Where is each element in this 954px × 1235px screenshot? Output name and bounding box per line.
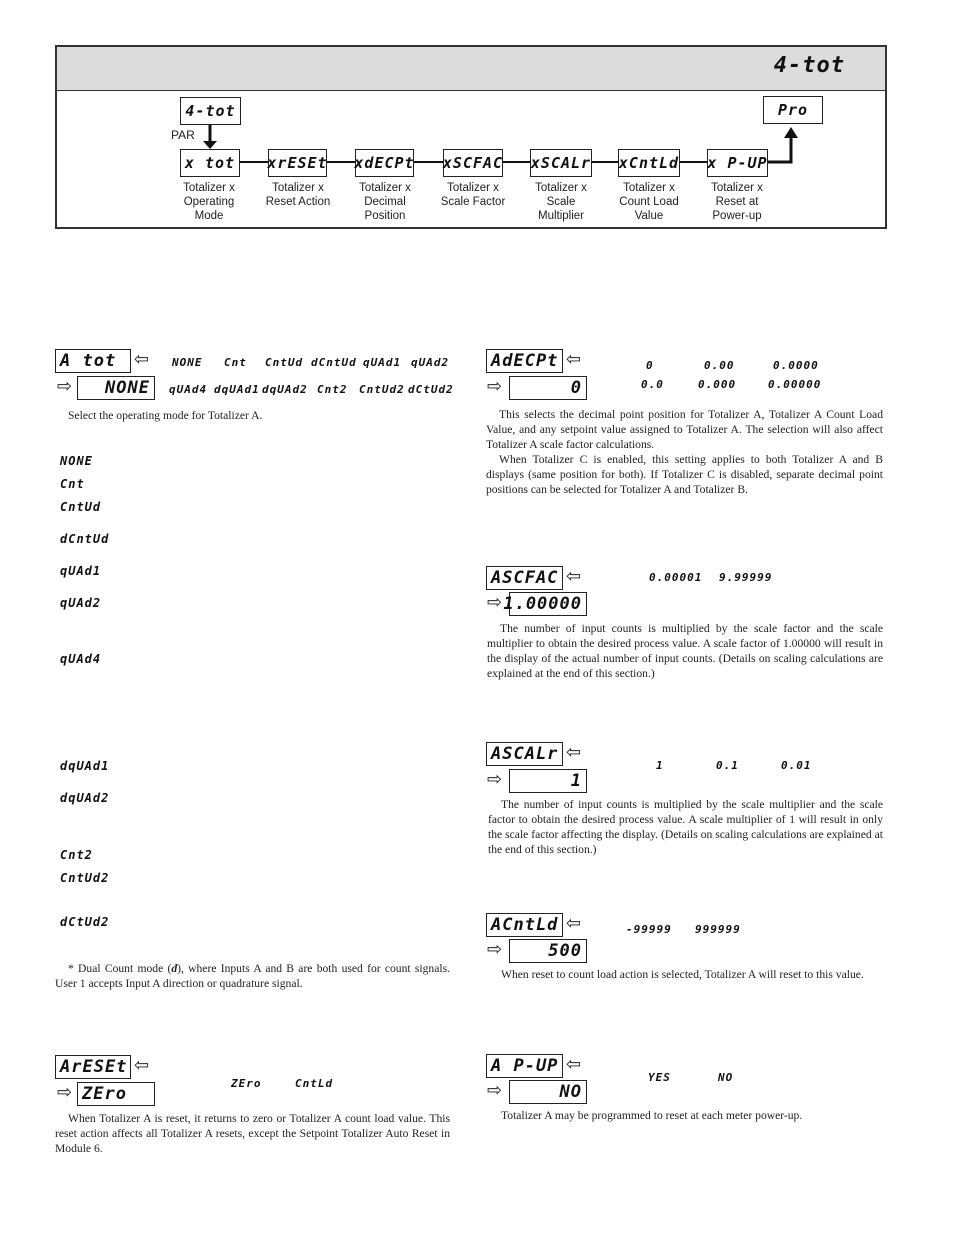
mode-item: dqUAd2 — [60, 791, 110, 805]
par-arrow-icon: ⇨ — [487, 592, 503, 613]
value-display-a-decpt: 0 — [509, 376, 587, 400]
step-caption-scale-factor: Totalizer x Scale Factor — [440, 182, 506, 208]
value-display-a-scfac: 1.00000 — [509, 592, 587, 616]
module-tag: 4-tot — [773, 53, 845, 78]
sel-arrow-icon: ⇦ — [566, 1054, 582, 1075]
sel-arrow-icon: ⇦ — [566, 349, 582, 370]
option: qUAd4 — [169, 383, 208, 396]
option: 0.0000 — [773, 359, 819, 372]
option: 0.00001 — [649, 571, 703, 584]
option: qUAd2 — [411, 356, 450, 369]
mode-item: CntUd — [60, 500, 102, 514]
mode-item: CntUd2 — [60, 871, 110, 885]
mode-item: dCtUd2 — [60, 915, 110, 929]
par-arrow-icon: ⇨ — [487, 376, 503, 397]
param-display-a-reset: ArESEt — [55, 1055, 131, 1079]
value-display-a-scalr: 1 — [509, 769, 587, 793]
option: dCtUd2 — [408, 383, 454, 396]
mode-item: Cnt2 — [60, 848, 93, 862]
sel-arrow-icon: ⇦ — [566, 742, 582, 763]
param-display-a-cntld: ACntLd — [486, 913, 563, 937]
option: dCntUd — [311, 356, 357, 369]
option: Cnt2 — [317, 383, 348, 396]
reset-description: When Totalizer A is reset, it returns to zero or Totalizer A count load value. This reset action affects all Totalizer A resets, except the Setpoint Totalizer Auto Reset in Module 6. — [55, 1112, 450, 1155]
option: 0.000 — [698, 378, 737, 391]
option: 1 — [656, 759, 664, 772]
value-display-a-pup: NO — [509, 1080, 587, 1104]
cntld-description: When reset to count load action is selected, Totalizer A will reset to this value. — [501, 968, 864, 981]
option: Cnt — [224, 356, 247, 369]
step-box-count-load: xCntLd — [618, 149, 680, 177]
param-display-a-pup: A P-UP — [486, 1054, 563, 1078]
option: dqUAd2 — [262, 383, 308, 396]
mode-item: qUAd1 — [60, 564, 102, 578]
decpt-description-1: This selects the decimal point position for Totalizer A, Totalizer A Count Load Value, and any setpoint value assigned to Totalizer A. The selection will also affect Totalizer A scale factor calculations. — [486, 408, 883, 451]
par-arrow-icon: ⇨ — [57, 376, 73, 397]
scfac-description: The number of input counts is multiplied by the scale factor and the scale multiplier to obtain the desired process value. A scale factor of 1.00000 will result in the display of the actual number of input counts. (Details on scaling calculations are explained at the end of this section.) — [487, 622, 883, 680]
step-caption-scale-multiplier: Totalizer x Scale Multiplier — [535, 182, 587, 222]
decpt-description-2: When Totalizer C is enabled, this setting applies to both Totalizer A and B displays (same position for both). If Totalizer C is disabled, separate decimal point positions can be selected for Totalizer A and Totalizer B. — [486, 453, 883, 496]
mode-item: NONE — [60, 454, 93, 468]
pro-end-box: Pro — [763, 96, 823, 124]
step-caption-decimal-position: Totalizer x Decimal Position — [359, 182, 411, 222]
option: 0.0 — [641, 378, 664, 391]
step-box-scale-factor: xSCFAC — [443, 149, 503, 177]
param-display-a-scalr: ASCALr — [486, 742, 563, 766]
sel-arrow-icon: ⇦ — [134, 1055, 150, 1076]
sel-arrow-icon: ⇦ — [566, 566, 582, 587]
mode-item: dqUAd1 — [60, 759, 110, 773]
option: dqUAd1 — [214, 383, 260, 396]
option: CntLd — [295, 1077, 334, 1090]
step-box-operating-mode: x tot — [180, 149, 240, 177]
par-arrow-icon: ⇨ — [487, 769, 503, 790]
value-display-a-tot: NONE — [77, 376, 155, 400]
step-box-decimal-position: xdECPt — [355, 149, 414, 177]
step-caption-power-up: Totalizer x Reset at Power-up — [711, 182, 763, 222]
sel-arrow-icon: ⇦ — [134, 349, 150, 370]
step-box-scale-multiplier: xSCALr — [530, 149, 592, 177]
dual-count-note: * Dual Count mode (d), where Inputs A and B are both used for count signals. User 1 accepts Input A direction or quadrature signal. — [55, 962, 450, 990]
option: 0.1 — [716, 759, 739, 772]
option: CntUd — [265, 356, 304, 369]
param-display-a-decpt: AdECPt — [486, 349, 563, 373]
step-caption-operating-mode: Totalizer x Operating Mode — [183, 182, 235, 222]
option: NONE — [172, 356, 203, 369]
option: qUAd1 — [363, 356, 402, 369]
option: ZEro — [231, 1077, 262, 1090]
option: -99999 — [626, 923, 672, 936]
param-display-a-tot: A tot — [55, 349, 131, 373]
option: 0.00 — [704, 359, 735, 372]
step-box-power-up: x P-UP — [707, 149, 768, 177]
step-box-reset-action: xrESEt — [268, 149, 327, 177]
mode-item: dCntUd — [60, 532, 110, 546]
pup-description: Totalizer A may be programmed to reset at each meter power-up. — [501, 1109, 803, 1122]
mode-description: Select the operating mode for Totalizer A. — [68, 409, 263, 422]
mode-item: Cnt — [60, 477, 85, 491]
param-display-a-scfac: ASCFAC — [486, 566, 563, 590]
option: CntUd2 — [359, 383, 405, 396]
par-label: PAR — [171, 128, 195, 142]
option: 999999 — [695, 923, 741, 936]
value-display-a-cntld: 500 — [509, 939, 587, 963]
mode-item: qUAd2 — [60, 596, 102, 610]
value-display-a-reset: ZEro — [77, 1082, 155, 1106]
option: 0.01 — [781, 759, 812, 772]
par-arrow-icon: ⇨ — [57, 1082, 73, 1103]
option: 9.99999 — [719, 571, 773, 584]
option: YES — [648, 1071, 671, 1084]
par-arrow-icon: ⇨ — [487, 939, 503, 960]
option: 0.00000 — [768, 378, 822, 391]
option: 0 — [646, 359, 654, 372]
sel-arrow-icon: ⇦ — [566, 913, 582, 934]
module-start-box: 4-tot — [180, 97, 241, 125]
step-caption-count-load: Totalizer x Count Load Value — [619, 182, 679, 222]
option: NO — [718, 1071, 734, 1084]
scalr-description: The number of input counts is multiplied by the scale multiplier and the scale factor to obtain the desired process value. A scale multiplier of 1 will result in only the scale factor affecting the display. (Details on scaling calculations are explained at the end of this section.) — [488, 798, 883, 856]
par-arrow-icon: ⇨ — [487, 1080, 503, 1101]
mode-item: qUAd4 — [60, 652, 102, 666]
step-caption-reset-action: Totalizer x Reset Action — [265, 182, 331, 208]
